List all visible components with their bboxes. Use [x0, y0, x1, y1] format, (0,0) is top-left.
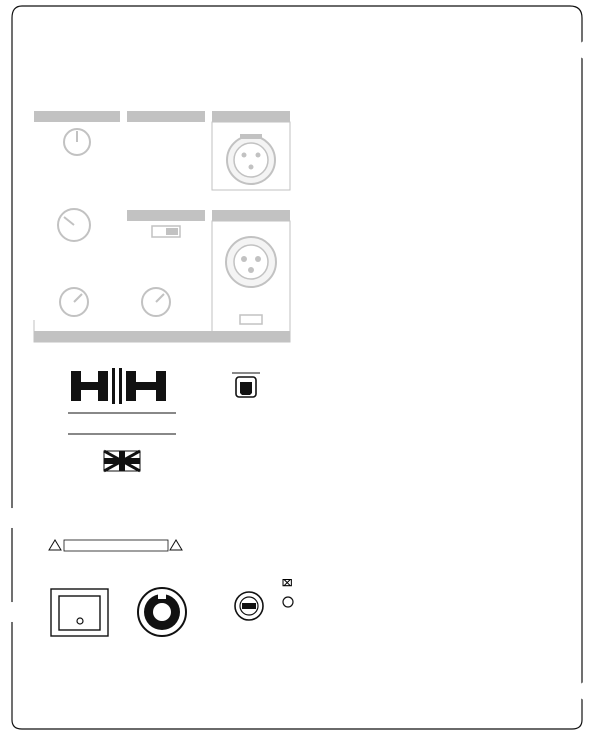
weee-icon: ⌧ — [282, 578, 293, 588]
link-out-switch[interactable] — [240, 315, 262, 324]
power-switch[interactable] — [59, 596, 100, 630]
uk-flag-icon — [104, 451, 140, 471]
